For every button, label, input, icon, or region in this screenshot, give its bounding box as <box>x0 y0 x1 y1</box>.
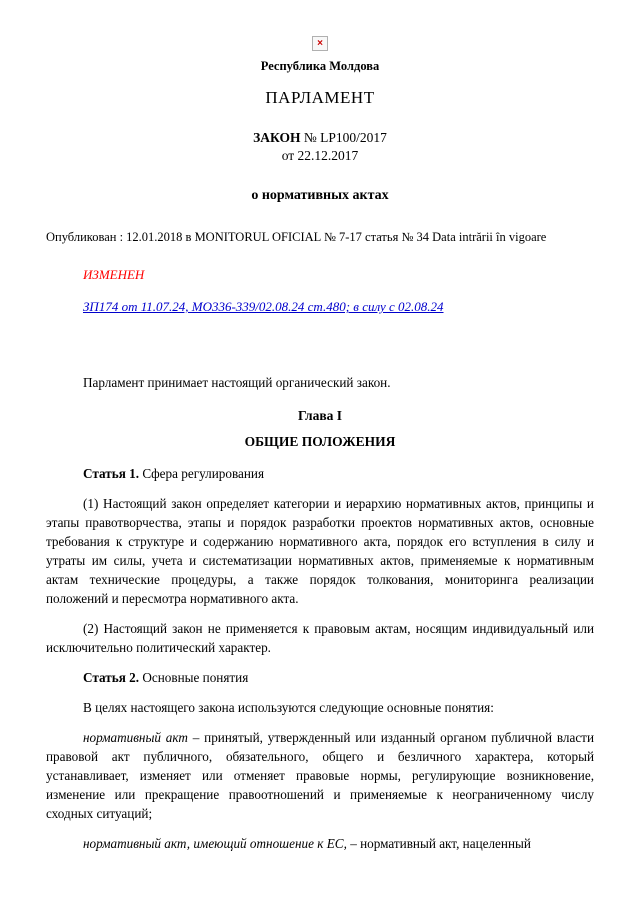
law-title: о нормативных актах <box>251 188 389 203</box>
term-2-definition: – нормативный акт, нацеленный <box>346 836 531 851</box>
chapter-title: ОБЩИЕ ПОЛОЖЕНИЯ <box>244 434 396 449</box>
term-definition-2 <box>46 834 594 853</box>
term-1-definition: – принятый, утвержденный или изданный органом публичной власти правовой акт публичного, обязательного, общего и безличного характера, который устанавливает, изменяет или отменяет правовые нормы, регулирующие возникновение, изменение или прекращение правоотношений и применяемые к неограниченному числу сходных ситуаций; <box>46 730 594 821</box>
intro-paragraph: Парламент принимает настоящий органический закон. <box>83 375 391 390</box>
chapter-heading: Глава I <box>297 408 343 423</box>
article-1-title: Сфера регулирования <box>139 466 265 481</box>
amendment-link-line <box>46 299 594 315</box>
article-2-label: Статья 2. <box>83 670 140 685</box>
published-line: Опубликован : 12.01.2018 в MONITORUL OFICIAL № 7-17 статья № 34 Data intrării în vigoare <box>46 230 547 244</box>
term-definition-1 <box>46 728 594 823</box>
article-2-title: Основные понятия <box>139 670 249 685</box>
article-1-label: Статья 1. <box>83 466 140 481</box>
broken-image-glyph: × <box>317 37 323 49</box>
term-1-name: нормативный акт <box>83 730 188 745</box>
broken-image-icon <box>312 36 328 51</box>
country-name: Республика Молдова <box>260 59 380 73</box>
law-date: от 22.12.2017 <box>281 148 359 163</box>
doc-type-label: ЗАКОН <box>253 130 301 145</box>
institution-name: ПАРЛАМЕНТ <box>265 88 375 107</box>
doc-number: № LP100/2017 <box>300 130 387 145</box>
terms-intro-paragraph: В целях настоящего закона используются следующие основные понятия: <box>83 700 494 715</box>
article-1-heading <box>46 464 594 483</box>
article-1-paragraph-2: (2) Настоящий закон не применяется к правовым актам, носящим индивидуальный или исключительно политический характер. <box>46 621 594 655</box>
article-1-paragraph-1: (1) Настоящий закон определяет категории и иерархию нормативных актов, принципы и этапы правотворчества, этапы и порядок разработки проектов нормативных актов, основные требования к структуре и содержанию нормативного акта, порядок его вступления в силу и утраты им силы, учета и систематизации нормативных актов, применяемые к нормативным актам технические процедуры, а также порядок толкования, мониторинга реализации положений и пересмотра нормативного акта. <box>46 496 594 606</box>
term-2-name: нормативный акт, имеющий отношение к ЕС, <box>83 836 347 851</box>
document-header <box>46 34 594 204</box>
law-number-line <box>46 130 594 146</box>
amended-label: ИЗМЕНЕН <box>83 267 145 282</box>
article-2-heading <box>46 668 594 687</box>
law-body <box>46 373 594 853</box>
amendment-link[interactable]: ЗП174 от 11.07.24, MO336-339/02.08.24 ст.480; в силу с 02.08.24 <box>83 299 444 314</box>
